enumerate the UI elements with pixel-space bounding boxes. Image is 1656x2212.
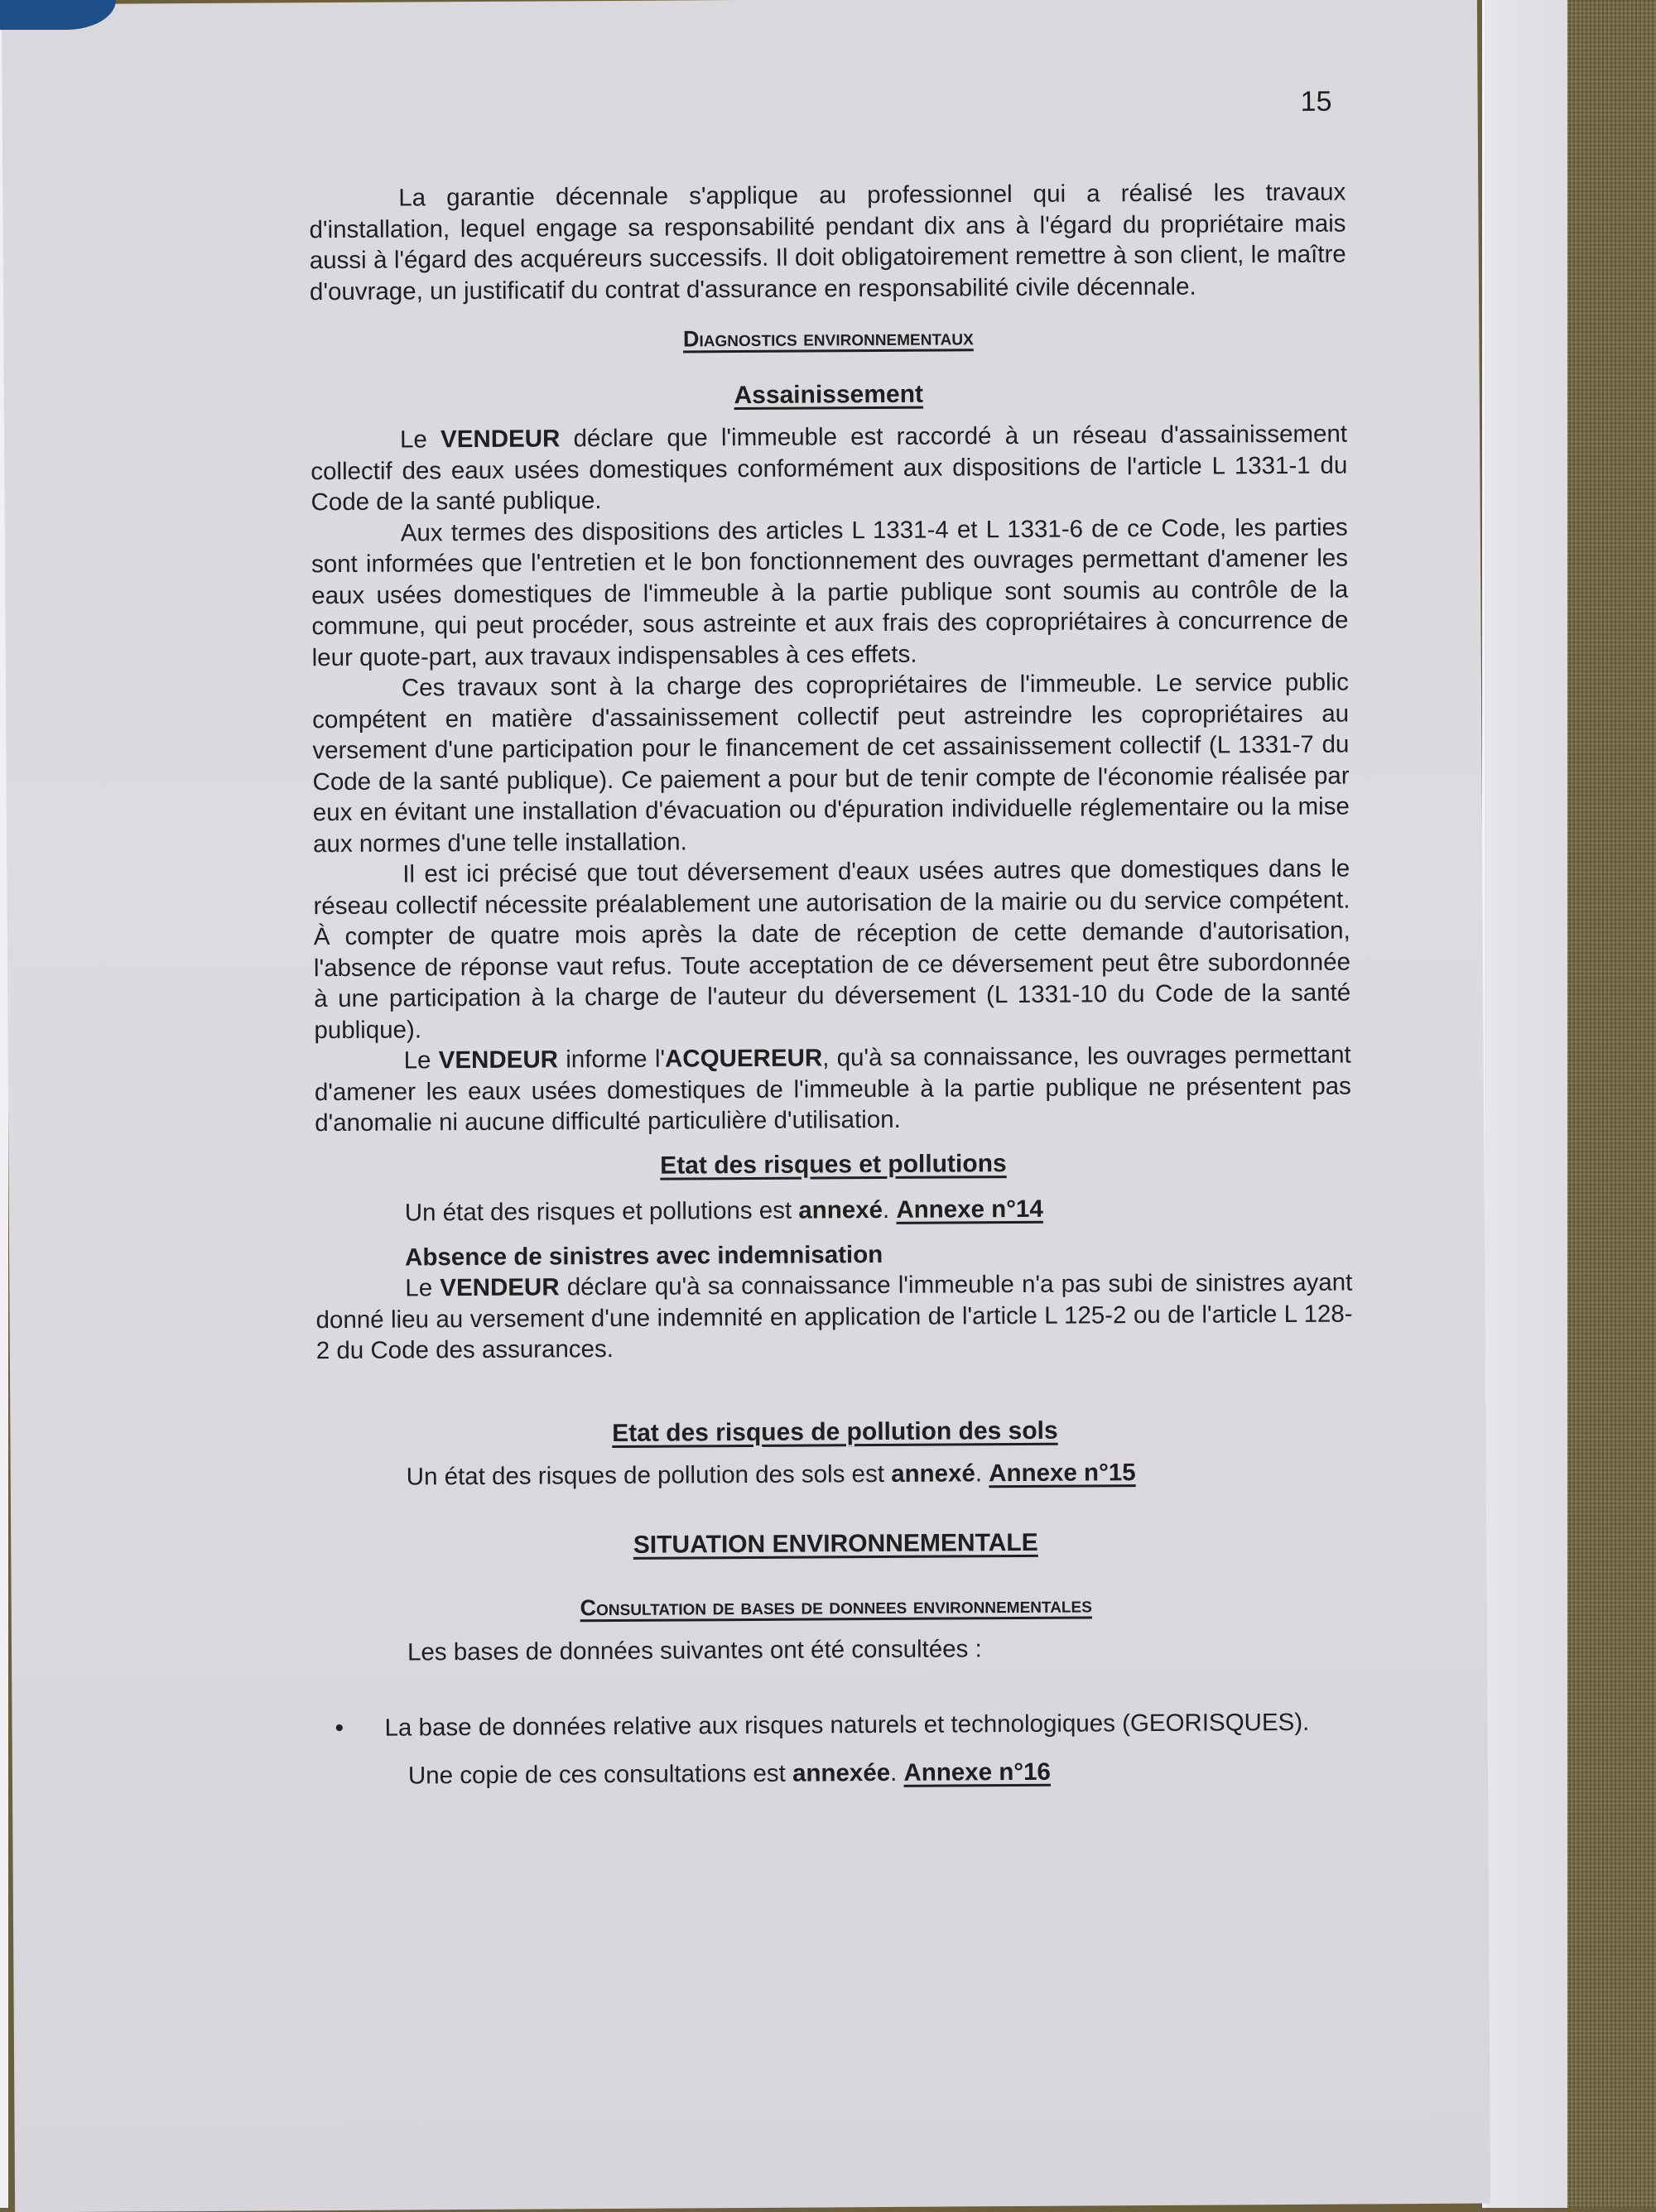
text-segment: . [975, 1459, 989, 1488]
section-risques-pollutions [315, 1146, 1351, 1183]
section-assainissement [310, 376, 1347, 413]
paragraph-pollution-sols-annexe [317, 1456, 1354, 1493]
heading-diagnostics-environnementaux: Diagnostics environnementaux [682, 325, 974, 352]
paragraph-vendeur-raccordement [310, 419, 1348, 518]
annex-16-reference: Annexe n°16 [903, 1758, 1051, 1786]
party-acquereur: ACQUEREUR [664, 1044, 823, 1073]
paragraph-absence-sinistres [315, 1267, 1353, 1367]
paragraph-vendeur-informe [315, 1040, 1352, 1139]
paragraph-risques-annexe [315, 1192, 1352, 1229]
annex-15-reference: Annexe n°15 [989, 1459, 1136, 1488]
section-pollution-sols [316, 1413, 1353, 1450]
heading-absence-sinistres: Absence de sinistres avec indemnisation [405, 1240, 883, 1272]
text-annexe-bold: annexé [798, 1195, 883, 1224]
text-segment: , qu'à sa connaissance, les ouvrages permettant d'amener les eaux usées domestiques de l'immeuble à la partie publique ne présentent pas d'anomalie ni aucune difficulté particulière d'utilisation. [314, 1041, 1351, 1137]
text-segment: . [882, 1195, 897, 1224]
document-page [2, 0, 1490, 2212]
text-segment: déclare qu'à sa connaissance l'immeuble n'a pas subi de sinistres ayant donné lieu au versement d'une indemnité en application de l'article L 125-2 ou de l'article L 128-2 du Code des assurances. [315, 1268, 1353, 1365]
text-segment: Le [405, 1274, 440, 1302]
page-number: 15 [1300, 85, 1332, 118]
heading-etat-risques-pollutions: Etat des risques et pollutions [660, 1149, 1007, 1180]
back-page-edge [1482, 0, 1567, 2208]
fabric-background [1557, 0, 1656, 2208]
page-content [309, 177, 1355, 1792]
heading-consultation-bases: Consultation de bases de donnees environnementales [580, 1592, 1092, 1621]
heading-situation-environnementale: SITUATION ENVIRONNEMENTALE [633, 1528, 1038, 1559]
text-segment: Le [403, 1046, 439, 1075]
text-segment: . [889, 1758, 904, 1786]
text-segment: Un état des risques de pollution des sols est [406, 1459, 892, 1491]
paragraph-bases-consultees: Les bases de données suivantes ont été consultées : [407, 1634, 982, 1666]
paragraph-copie-consultations [319, 1754, 1355, 1791]
party-vendeur: VENDEUR [440, 425, 561, 454]
paragraph-articles-1331: Aux termes des dispositions des articles L 1331-4 et L 1331-6 de ce Code, les parties sont informées que l'entretien et le bon fonctionnement des ouvrages permettant d'amener les eaux usées domestiques de l'immeuble à la partie publique sont soumis au contrôle de la commune, qui peut procéder, sous astreinte et aux frais des copropriétaires à concurrence de leur quote-part, aux travaux indispensables à ces effets. [310, 513, 1349, 671]
section-consultation [318, 1588, 1355, 1626]
section-situation-environnementale [317, 1525, 1354, 1562]
heading-etat-risques-pollution-sols: Etat des risques de pollution des sols [612, 1416, 1058, 1447]
text-segment: informe l' [557, 1045, 666, 1074]
paragraph-travaux-charge: Ces travaux sont à la charge des copropriétaires de l'immeuble. Le service public compétent en matière d'assainissement collectif peut astreindre les copropriétaires au versement d'une participation pour le financement de cet assainissement collectif (L 1331-7 du Code de la santé publique). Ce paiement a pour but de tenir compte de l'économie réalisée par eux en évitant une installation d'évacuation ou d'épuration individuelle réglementaire ou la mise aux normes d'une telle installation. [312, 668, 1350, 858]
text-segment: déclare que l'immeuble est raccordé à un réseau d'assainissement collectif des eaux usées domestiques conformément aux dispositions de l'article L 1331-1 du Code de la santé publique. [310, 420, 1348, 517]
party-vendeur: VENDEUR [440, 1273, 560, 1302]
text-annexee-bold: annexée [792, 1758, 891, 1787]
party-vendeur: VENDEUR [438, 1046, 559, 1075]
text-segment: Le [399, 426, 441, 454]
list-item [318, 1707, 1355, 1744]
heading-assainissement: Assainissement [734, 380, 924, 409]
text-annexe-bold: annexé [891, 1459, 975, 1488]
section-diagnostics [310, 320, 1346, 358]
annex-14-reference: Annexe n°14 [896, 1195, 1043, 1224]
list-item-text: La base de données relative aux risques naturels et technologiques (GEORISQUES). [384, 1708, 1310, 1742]
bullet-icon: • [335, 1714, 344, 1743]
paragraph-garantie-decennale: La garantie décennale s'applique au professionnel qui a réalisé les travaux d'installation, lequel engage sa responsabilité pendant dix ans à l'égard du propriétaire mais aussi à l'égard des acquéreurs successifs. Il doit obligatoirement remettre à son client, le maître d'ouvrage, un justificatif du contrat d'assurance en responsabilité civile décennale. [309, 178, 1346, 305]
text-segment: Un état des risques et pollutions est [404, 1196, 799, 1227]
text-segment: Une copie de ces consultations est [407, 1759, 793, 1790]
paragraph-deversement: Il est ici précisé que tout déversement d'eaux usées autres que domestiques dans le réseau collectif nécessite préalablement une autorisation de la mairie ou du service compétent. À compter de quatre mois après la date de réception de cette demande d'autorisation, l'absence de réponse vaut refus. Toute acceptation de ce déversement peut être subordonnée à une participation à la charge de l'auteur du déversement (L 1331-10 du Code de la santé publique). [313, 854, 1351, 1044]
